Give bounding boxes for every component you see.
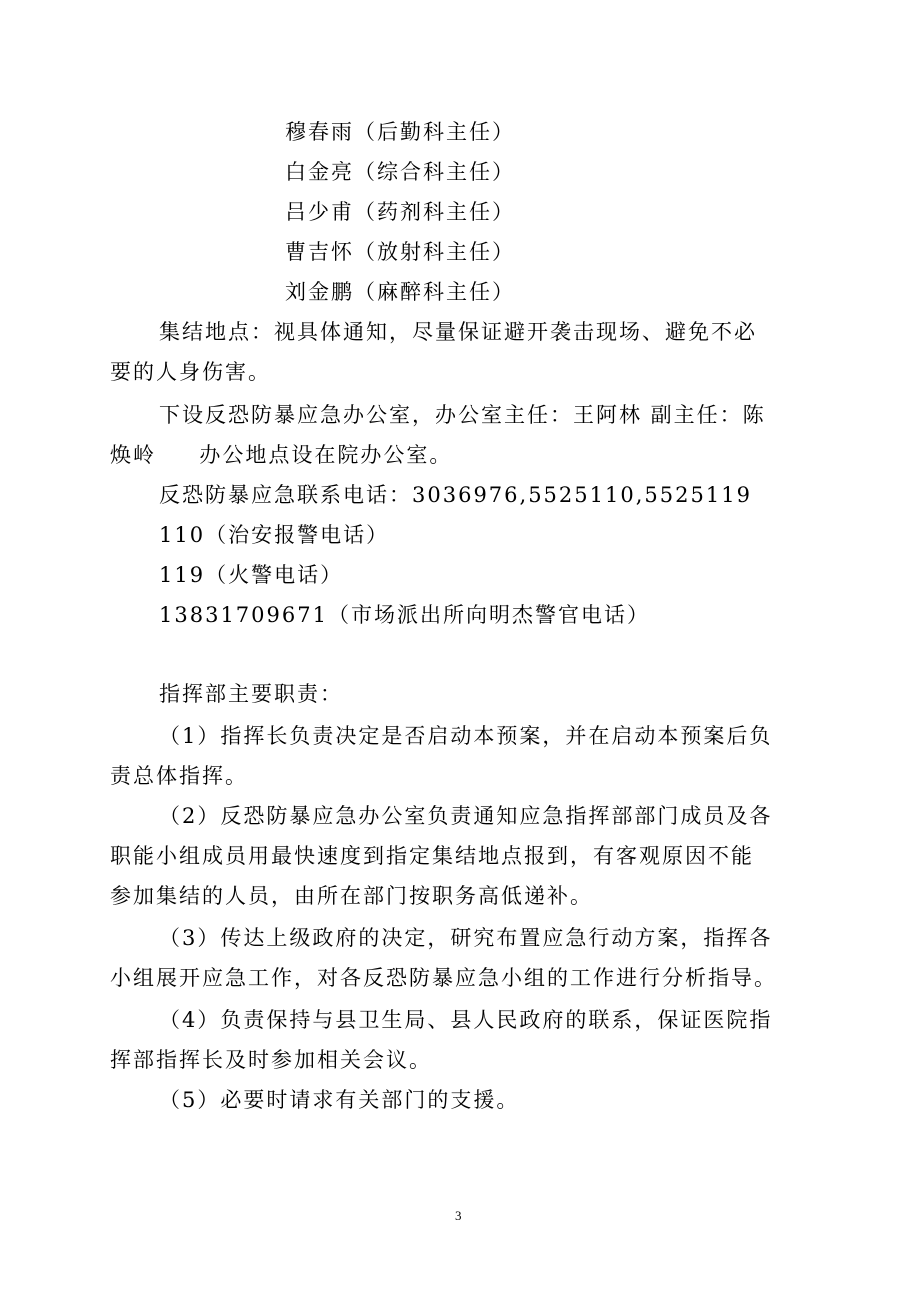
duty-item: 责总体指挥。 [110, 764, 248, 788]
duty-item: （3）传达上级政府的决定，研究布置应急行动方案，指挥各 [159, 926, 773, 950]
duties-heading: 指挥部主要职责： [159, 682, 343, 706]
office-text: 下设反恐防暴应急办公室，办公室主任：王阿林 副主任：陈 [159, 403, 766, 427]
duty-item: 职能小组成员用最快速度到指定集结地点报到，有客观原因不能 [110, 844, 754, 868]
personnel-line: 曹吉怀（放射科主任） [285, 240, 515, 264]
assembly-point-text: 要的人身伤害。 [110, 360, 271, 384]
contact-line: 反恐防暴应急联系电话：3036976,5525110,5525119 [159, 483, 752, 507]
personnel-line: 白金亮（综合科主任） [285, 160, 515, 184]
duty-item: 挥部指挥长及时参加相关会议。 [110, 1048, 432, 1072]
duty-item: 小组展开应急工作，对各反恐防暴应急小组的工作进行分析指导。 [110, 966, 777, 990]
personnel-line: 穆春雨（后勤科主任） [285, 120, 515, 144]
contact-line: 119（火警电话） [159, 563, 344, 587]
assembly-point-text: 集结地点：视具体通知，尽量保证避开袭击现场、避免不必 [159, 320, 757, 344]
contact-line: 110（治安报警电话） [159, 523, 390, 547]
contact-line: 13831709671（市场派出所向明杰警官电话） [159, 603, 650, 627]
personnel-line: 刘金鹏（麻醉科主任） [285, 280, 515, 304]
duty-item: （5）必要时请求有关部门的支援。 [159, 1088, 520, 1112]
duty-item: 参加集结的人员，由所在部门按职务高低递补。 [110, 884, 593, 908]
page-number: 3 [455, 1208, 462, 1223]
duty-item: （4）负责保持与县卫生局、县人民政府的联系，保证医院指 [159, 1008, 773, 1032]
office-text: 焕岭 办公地点设在院办公室。 [110, 443, 453, 467]
personnel-line: 吕少甫（药剂科主任） [285, 200, 515, 224]
duty-item: （1）指挥长负责决定是否启动本预案，并在启动本预案后负 [159, 724, 773, 748]
duty-item: （2）反恐防暴应急办公室负责通知应急指挥部部门成员及各 [159, 804, 773, 828]
